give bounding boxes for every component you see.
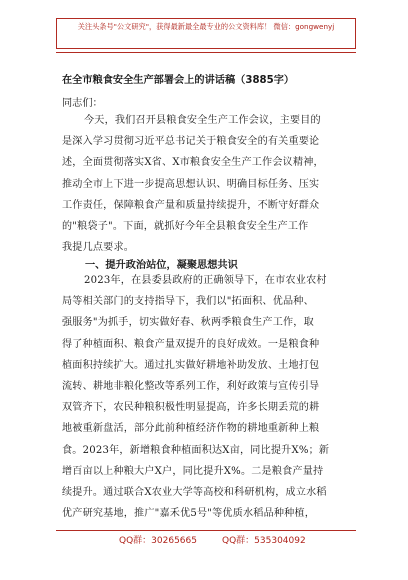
document-title: 在全市粮食安全生产部署会上的讲话稿（3885字） [62, 75, 295, 86]
text-line: 推动全市上下进一步提高思想认识、明确目标任务、压实 [62, 178, 320, 190]
text-line: 增百亩以上种粮大户X户，同比提升X%。二是粮食产量持 [62, 465, 324, 477]
text-line: 续提升。通过联合X农业大学等高校和科研机构，成立水稻 [62, 487, 327, 499]
footer-rule [56, 530, 356, 531]
footer-qq-group-2: QQ群：535304092 [222, 536, 306, 546]
section-heading: 一、提升政治站位，凝聚思想共识 [85, 260, 238, 271]
footer-qq-group-1: QQ群：30265665 [119, 536, 197, 546]
text-line: 双管齐下，农民种粮积极性明显提高，许多长期丢荒的耕 [62, 402, 320, 414]
text-line: 流转、耕地非粮化整改等系列工作，利好政策与宣传引导 [62, 381, 320, 393]
text-line: 我提几点要求。 [62, 242, 135, 254]
text-line: 工作责任，保障粮食产量和质量持续提升，不断守好群众 [62, 199, 320, 211]
text-line: 局等相关部门的支持指导下，我们以"拓面积、优品种、 [62, 296, 314, 308]
text-line: 今天，我们召开县粮食安全生产工作会议，主要目的 [84, 115, 321, 126]
text-line: 2023年，在县委县政府的正确领导下，在市农业农村 [84, 275, 327, 286]
text-line: 强服务"为抓手，切实做好春、秋两季粮食生产工作，取 [62, 317, 314, 329]
text-line: 的"粮袋子"。下面，就抓好今年全县粮食安全生产工作 [62, 221, 309, 233]
text-line: 优产研究基地，推广"嘉禾优5号"等优质水稻品种种植， [62, 508, 316, 520]
text-line: 是深入学习贯彻习近平总书记关于粮食安全的有关重要论 [62, 136, 320, 148]
header-banner-text: 关注头条号"公文研究"，获得最新最全最专业的公文资料库！ 微信：gongwenyj [77, 22, 335, 31]
intro-paragraph [62, 110, 356, 258]
section-paragraph [62, 270, 356, 524]
header-banner [56, 18, 356, 49]
text-line: 植面积持续扩大。通过扎实做好耕地补助发放、土地打包 [62, 359, 320, 371]
header-rule [56, 52, 356, 53]
text-line: 得了种植面积、粮食产量双提升的良好成效。一是粮食种 [62, 338, 320, 350]
text-line: 食。2023年，新增粮食种植面积达X亩，同比提升X%；新 [62, 444, 330, 456]
text-line: 述，全面贯彻落实X省、X市粮食安全生产工作会议精神， [62, 157, 324, 169]
document-greeting: 同志们： [62, 98, 103, 109]
text-line: 地被重新盘活，部分此前种植经济作物的耕地重新种上粮 [62, 423, 320, 435]
